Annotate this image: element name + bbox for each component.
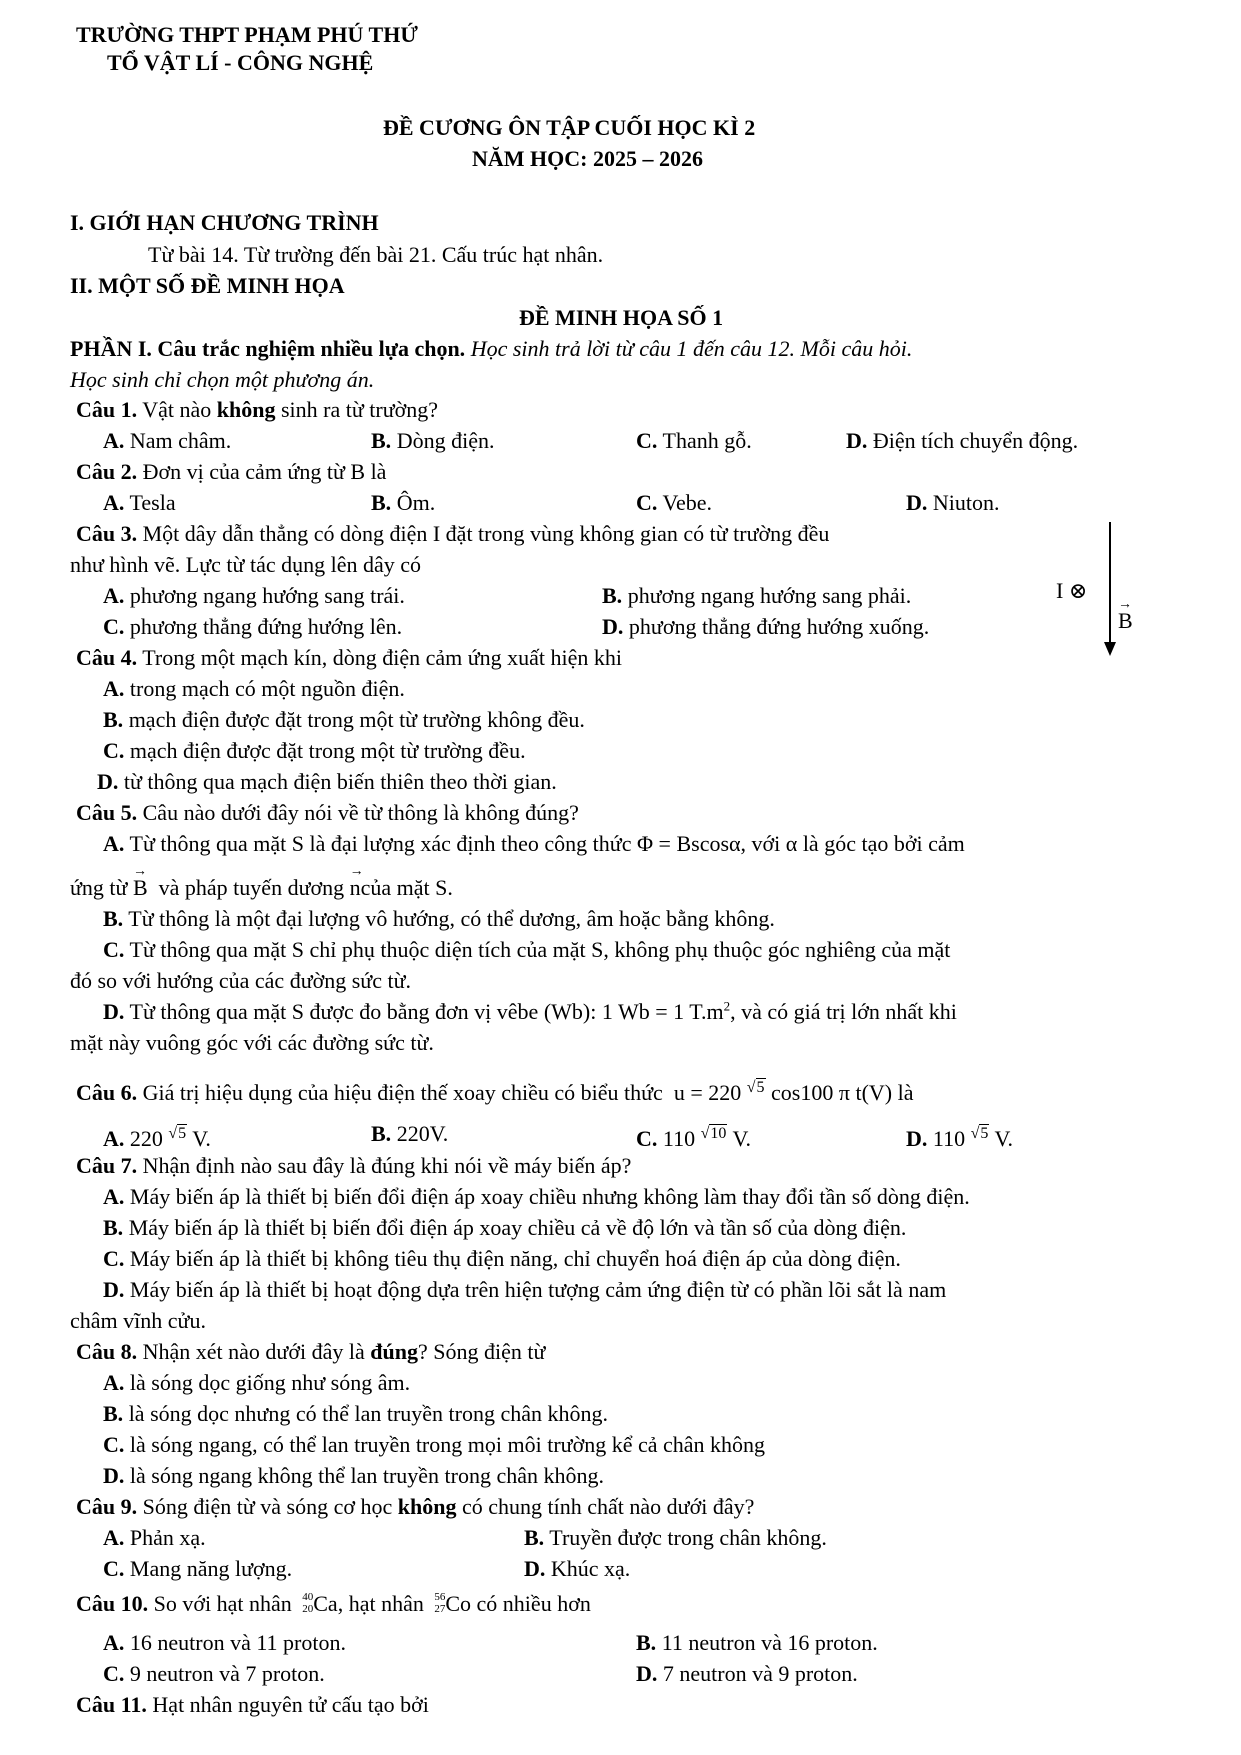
question-text: có chung tính chất nào dưới đây?: [461, 1494, 755, 1519]
option-d: D. là sóng ngang không thể lan truyền trong chân không.: [103, 1463, 605, 1488]
question-label: Câu 5.: [76, 800, 138, 825]
option-b: B. Từ thông là một đại lượng vô hướng, có thể dương, âm hoặc bằng không.: [103, 906, 775, 931]
question-text: Câu nào dưới đây nói về từ thông là không đúng?: [142, 800, 579, 825]
question-8: [76, 1339, 545, 1365]
question-text: Hạt nhân nguyên tử cấu tạo bởi: [152, 1692, 429, 1717]
question-11: [76, 1692, 429, 1718]
option-b: B. 220V.: [371, 1121, 449, 1146]
question-label: Câu 11.: [76, 1692, 147, 1717]
option-a: A. Nam châm.: [103, 428, 232, 453]
question-3: [76, 521, 829, 547]
question-text: ? Sóng điện từ: [417, 1339, 546, 1364]
part-1-label: PHẦN I. Câu trắc nghiệm nhiều lựa chọn.: [70, 336, 466, 361]
part-1-instruction: Học sinh trả lời từ câu 1 đến câu 12. Mỗi câu hỏi.: [470, 336, 913, 361]
section-1-text: Từ bài 14. Từ trường đến bài 21. Cấu trúc hạt nhân.: [148, 242, 604, 267]
part-1-instruction-2: Học sinh chỉ chọn một phương án.: [70, 367, 375, 392]
question-7: [76, 1153, 631, 1179]
option-c: C. phương thẳng đứng hướng lên.: [103, 614, 403, 639]
question-label: Câu 8.: [76, 1339, 138, 1364]
question-label: Câu 1.: [76, 397, 138, 422]
option-c: C. mạch điện được đặt trong một từ trường đều.: [103, 738, 526, 763]
question-label: Câu 3.: [76, 521, 138, 546]
option-d: D. Điện tích chuyển động.: [846, 428, 1079, 453]
current-label: I ⊗: [1056, 578, 1088, 603]
question-label: Câu 4.: [76, 645, 138, 670]
option-a: A. 220 √5 V.: [103, 1125, 211, 1151]
option-c: C. Từ thông qua mặt S chỉ phụ thuộc diện tích của mặt S, không phụ thuộc góc nghiêng của mặt: [103, 937, 951, 962]
option-c: C. Máy biến áp là thiết bị không tiêu thụ điện năng, chỉ chuyển hoá điện áp của dòng điện.: [103, 1246, 901, 1271]
school-year: NĂM HỌC: 2025 – 2026: [472, 146, 703, 171]
option-d: D. Máy biến áp là thiết bị hoạt động dựa trên hiện tượng cảm ứng điện từ có phần lõi sắt là nam: [103, 1277, 947, 1302]
question-label: Câu 9.: [76, 1494, 138, 1519]
option-a: A. trong mạch có một nguồn điện.: [103, 676, 405, 701]
question-label: Câu 10.: [76, 1591, 149, 1616]
question-emphasis: không: [397, 1494, 457, 1519]
option-a: A. 16 neutron và 11 proton.: [103, 1630, 346, 1655]
question-text: So với hạt nhân: [153, 1591, 292, 1616]
option-d: D. từ thông qua mạch điện biến thiên theo thời gian.: [97, 769, 557, 794]
question-10: Câu 10. So với hạt nhân 40 20 Ca, hạt nhân 56 27 Co có nhiều hơn: [76, 1591, 591, 1616]
question-text-continued: như hình vẽ. Lực từ tác dụng lên dây có: [70, 552, 422, 577]
option-a: A. Phản xạ.: [103, 1525, 206, 1550]
question-emphasis: không: [216, 397, 276, 422]
formula: u = 220 √5 cos100 π t(V) là: [673, 1079, 914, 1105]
option-b: B. 11 neutron và 16 proton.: [636, 1630, 878, 1655]
exam-title: ĐỀ MINH HỌA SỐ 1: [519, 305, 724, 330]
option-c: C. là sóng ngang, có thể lan truyền trong mọi môi trường kể cả chân không: [103, 1432, 766, 1457]
option-d: D. 7 neutron và 9 proton.: [636, 1661, 858, 1686]
option-a: A. Máy biến áp là thiết bị biến đổi điện áp xoay chiều nhưng không làm thay đổi tần số dòng điện.: [103, 1184, 970, 1209]
question-text: Nhận định nào sau đây là đúng khi nói về máy biến áp?: [142, 1153, 632, 1178]
question-emphasis: đúng: [370, 1339, 418, 1364]
nuclide-co: 56 27: [434, 1591, 446, 1615]
department-name: TỔ VẬT LÍ - CÔNG NGHỆ: [107, 50, 374, 75]
option-b: B. Dòng điện.: [371, 428, 495, 453]
question-5: [76, 800, 579, 826]
option-d: D. Từ thông qua mặt S được đo bằng đơn vị vêbe (Wb): 1 Wb = 1 $T.m^2$, và có giá trị lớn nhất khi: [103, 998, 957, 1024]
option-a: A. là sóng dọc giống như sóng âm.: [103, 1370, 411, 1395]
option-a: A. phương ngang hướng sang trái.: [103, 583, 405, 608]
nuclide-ca: 40 20: [302, 1591, 314, 1615]
question-text: Giá trị hiệu dụng của hiệu điện thế xoay chiều có biểu thức: [142, 1080, 663, 1105]
section-1-heading: I. GIỚI HẠN CHƯƠNG TRÌNH: [70, 210, 379, 235]
option-a-continued: ứng từ → B và pháp tuyến dương → ncủa mặt S.: [70, 875, 453, 901]
question-4: [76, 645, 622, 671]
vector-n: → n: [350, 875, 361, 901]
field-label: → B: [1118, 608, 1133, 634]
question-text: Vật nào: [142, 397, 212, 422]
question-2: [76, 459, 386, 485]
question-6: [76, 1075, 914, 1106]
option-c: C. 9 neutron và 7 proton.: [103, 1661, 325, 1686]
document-title: ĐỀ CƯƠNG ÔN TẬP CUỐI HỌC KÌ 2: [383, 115, 756, 140]
option-d-continued: châm vĩnh cửu.: [70, 1308, 206, 1333]
question-text: sinh ra từ trường?: [280, 397, 439, 422]
question-text: Sóng điện từ và sóng cơ học: [142, 1494, 393, 1519]
school-name: TRƯỜNG THPT PHẠM PHÚ THỨ: [76, 22, 418, 47]
option-b: B. Ôm.: [371, 490, 436, 515]
magnetic-field-arrow: [1100, 520, 1140, 660]
option-c: C. Mang năng lượng.: [103, 1556, 293, 1581]
option-c-continued: đó so với hướng của các đường sức từ.: [70, 968, 412, 993]
option-d: D. Niuton.: [906, 490, 1000, 515]
option-b: B. mạch điện được đặt trong một từ trường không đều.: [103, 707, 585, 732]
option-a: A. Từ thông qua mặt S là đại lượng xác định theo công thức Φ = Bscosα, với α là góc tạo bởi cảm: [103, 831, 965, 856]
question-label: Câu 6.: [76, 1080, 138, 1105]
option-c: C. Vebe.: [636, 490, 712, 515]
option-d: D. Khúc xạ.: [524, 1556, 631, 1581]
option-b: B. là sóng dọc nhưng có thể lan truyền trong chân không.: [103, 1401, 609, 1426]
option-b: B. phương ngang hướng sang phải.: [602, 583, 912, 608]
question-9: [76, 1494, 754, 1520]
question-label: Câu 7.: [76, 1153, 138, 1178]
option-b: B. Truyền được trong chân không.: [524, 1525, 827, 1550]
section-2-heading: II. MỘT SỐ ĐỀ MINH HỌA: [70, 273, 345, 298]
vector-b: → B: [133, 875, 148, 901]
option-d: D. phương thẳng đứng hướng xuống.: [602, 614, 930, 639]
option-b: B. Máy biến áp là thiết bị biến đổi điện áp xoay chiều cả về độ lớn và tần số của dòng điện.: [103, 1215, 907, 1240]
part-1-header: [70, 336, 912, 362]
question-1: [76, 397, 438, 423]
option-d: D. 110 √5 V.: [906, 1125, 1014, 1151]
question-text: Nhận xét nào dưới đây là: [142, 1339, 365, 1364]
question-text: Đơn vị của cảm ứng từ B là: [142, 459, 387, 484]
question-text: Một dây dẫn thẳng có dòng điện I đặt trong vùng không gian có từ trường đều: [142, 521, 830, 546]
option-c: C. Thanh gỗ.: [636, 428, 752, 453]
question-text: Trong một mạch kín, dòng điện cảm ứng xuất hiện khi: [142, 645, 623, 670]
option-c: C. 110 √10 V.: [636, 1125, 752, 1151]
option-a: A. Tesla: [103, 490, 176, 515]
question-label: Câu 2.: [76, 459, 138, 484]
option-d-continued: mặt này vuông góc với các đường sức từ.: [70, 1030, 434, 1055]
